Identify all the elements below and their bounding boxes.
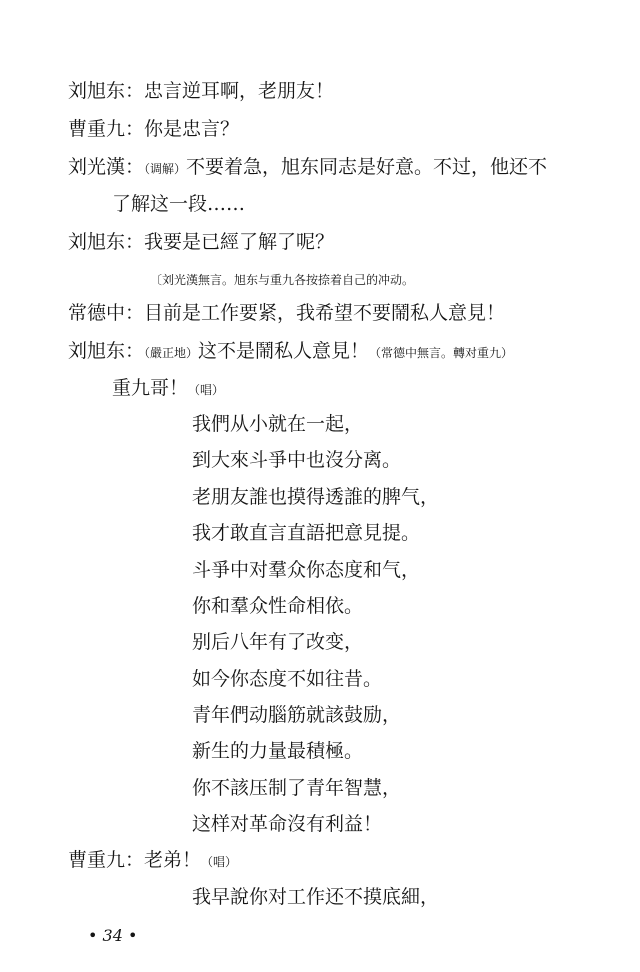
dialogue-line [68,847,237,875]
page-number: • 34 • [88,926,138,945]
verse-line: 斗爭中对羣众你态度和气， [192,559,421,581]
dialogue-text: 我要是已經了解了呢？ [144,231,335,253]
verse-line: 你和羣众性命相依。 [192,595,364,617]
speaker-name: 刘光漢： [68,156,145,178]
stage-direction: （常德中無言。轉对重九） [369,346,514,360]
dialogue-text: 老弟！ [144,849,202,871]
speaker-name: 刘旭东： [68,231,145,253]
dialogue-continuation [112,375,224,403]
stage-direction: （唱） [188,383,225,397]
dialogue-text: 你是忠言？ [144,118,240,140]
dialogue-text: 忠言逆耳啊，老朋友！ [144,80,335,102]
verse-line: 到大來斗爭中也沒分离。 [192,449,402,471]
verse-line: 青年們动腦筋就該鼓励， [192,704,402,726]
stage-direction: （唱） [201,855,238,869]
speaker-name: 常德中： [68,302,145,324]
verse-line: 如今你态度不如往昔。 [192,668,383,690]
dialogue-text: 不要着急，旭东同志是好意。不过，他还不 [186,156,548,178]
stage-direction: （嚴正地） [144,346,199,360]
dialogue-line [68,300,505,326]
speaker-name: 刘旭东： [68,80,145,102]
verse-line: 老朋友誰也摸得透誰的脾气， [192,486,440,508]
dialogue-line [68,116,239,142]
dialogue-line [68,78,334,104]
dialogue-line [68,154,547,182]
dialogue-text: 目前是工作要紧，我希望不要鬧私人意見！ [144,302,506,324]
dialogue-line [68,229,334,255]
stage-direction: （调解） [144,162,187,176]
verse-line: 我們从小就在一起， [192,413,364,435]
verse-line: 这样对革命沒有利益！ [192,813,383,835]
speaker-name: 曹重九： [68,118,145,140]
verse-line: 我才敢直言直語把意見提。 [192,522,421,544]
verse-line: 新生的力量最積極。 [192,740,364,762]
dialogue-text: 重九哥！ [112,377,189,399]
verse-line: 别后八年有了改变， [192,631,364,653]
dialogue-line [68,338,513,366]
verse-line: 你不該压制了青年智慧， [192,777,402,799]
speaker-name: 刘旭东： [68,340,145,362]
dialogue-text: 这不是鬧私人意見！ [198,340,370,362]
dialogue-continuation [112,191,245,217]
dialogue-text: 了解这一段…… [112,193,246,215]
speaker-name: 曹重九： [68,849,145,871]
stage-direction: 〔刘光漢無言。旭东与重九各按捺着自己的冲动。 [150,273,415,287]
verse-line: 我早說你对工作还不摸底細， [192,886,440,908]
